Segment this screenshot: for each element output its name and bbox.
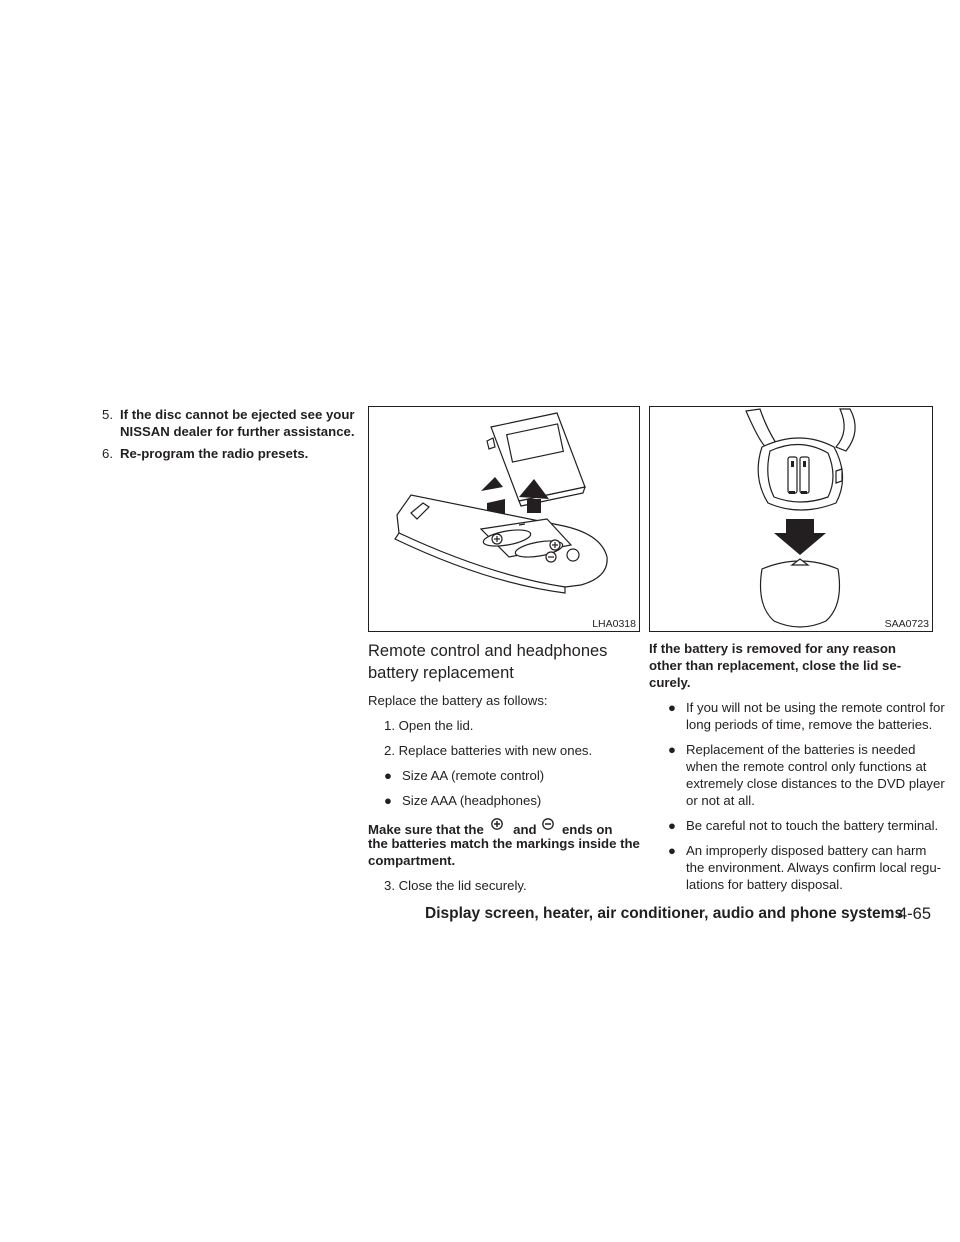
bullet-dot: ● [384, 793, 392, 808]
plus-terminal-icon [491, 818, 503, 830]
bullet-text: Size AA (remote control) [402, 768, 545, 783]
bullet-text-line2: when the remote control only functions at [686, 759, 927, 774]
bullet-text-line1: If you will not be using the remote control for [686, 700, 945, 715]
step-number: 5. [102, 407, 113, 422]
warning-text-c: ends on [561, 822, 613, 837]
polarity-warning-line3: compartment. [368, 853, 456, 868]
bullet-text: Size AAA (headphones) [402, 793, 542, 808]
remote-control-figure [368, 406, 640, 632]
step-text-line1: If the disc cannot be ejected see your [120, 407, 355, 422]
headphones-illustration [650, 407, 932, 631]
bullet-text-line1: An improperly disposed battery can harm [686, 843, 927, 858]
remote-control-illustration [369, 407, 639, 631]
bullet-text-line3: extremely close distances to the DVD player [686, 776, 945, 791]
bullet-text-line1: Be careful not to touch the battery terminal. [686, 818, 939, 833]
section-title-line2: battery replacement [368, 664, 514, 682]
lid-warning-line1: If the battery is removed for any reason [649, 641, 896, 656]
bullet-text-line2: long periods of time, remove the batteries. [686, 717, 933, 732]
section-title-line1: Remote control and headphones [368, 642, 608, 660]
step-1: 1. Open the lid. [384, 718, 474, 733]
bullet-text-line2: the environment. Always confirm local regu- [686, 860, 942, 875]
lid-warning-line2: other than replacement, close the lid se- [649, 658, 902, 673]
bullet-dot: ● [668, 742, 676, 757]
polarity-warning-line2: the batteries match the markings inside the [368, 836, 640, 851]
footer-section-title: Display screen, heater, air conditioner, audio and phone systems [425, 905, 904, 922]
minus-terminal-icon [542, 818, 554, 830]
bullet-dot: ● [668, 818, 676, 833]
lid-warning-line3: curely. [649, 675, 691, 690]
bullet-dot: ● [668, 700, 676, 715]
figure-code: LHA0318 [592, 618, 636, 630]
step-2: 2. Replace batteries with new ones. [384, 743, 593, 758]
step-text-line2: NISSAN dealer for further assistance. [120, 424, 355, 439]
figure-code: SAA0723 [884, 618, 929, 630]
bullet-text-line3: lations for battery disposal. [686, 877, 843, 892]
bullet-text-line1: Replacement of the batteries is needed [686, 742, 916, 757]
bullet-dot: ● [668, 843, 676, 858]
intro-text: Replace the battery as follows: [368, 693, 548, 708]
step-text-line1: Re-program the radio presets. [120, 446, 309, 461]
headphones-figure [649, 406, 933, 632]
warning-text-b: and [513, 822, 537, 837]
warning-text-a: Make sure that the [368, 822, 484, 837]
bullet-text-line4: or not at all. [686, 793, 755, 808]
page-number: 4-65 [898, 905, 932, 923]
step-number: 6. [102, 446, 113, 461]
bullet-dot: ● [384, 768, 392, 783]
step-3: 3. Close the lid securely. [384, 878, 527, 893]
